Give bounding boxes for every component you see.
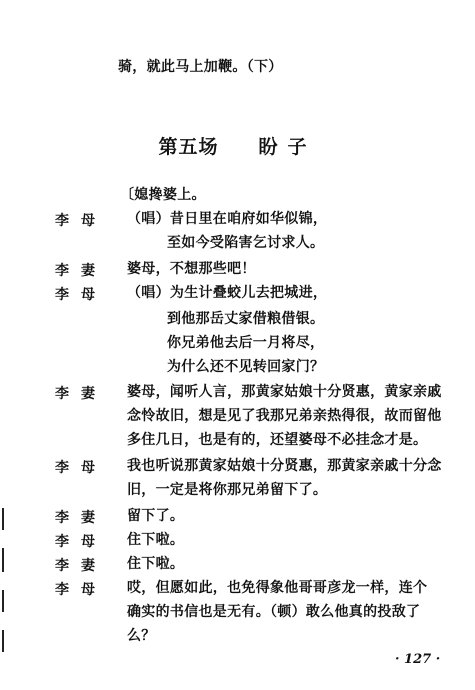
speaker-name: 李母: [55, 582, 107, 598]
dialogue-line: 我也听说那黄家姑娘十分贤惠，那黄家亲戚十分念: [127, 458, 442, 474]
dialogue-line: （唱）昔日里在咱府如华似锦，: [127, 211, 328, 227]
speaker-name: 李母: [55, 460, 107, 476]
scene-heading: [0, 132, 475, 159]
page-number: · 127 ·: [395, 652, 441, 667]
edge-mark: [2, 508, 4, 530]
dialogue-continuation: 多住几日，也是有的，还望婆母不必挂念才是。: [127, 432, 428, 448]
scene-title: 第五场: [158, 136, 219, 158]
speaker-name: 李妻: [55, 510, 107, 526]
dialogue-continuation: 至如今受陷害乞讨求人。: [167, 235, 325, 251]
speaker-name: 李母: [55, 213, 107, 229]
dialogue-line: 住下啦。: [127, 532, 185, 548]
dialogue-continuation: 确实的书信也是无有。（顿）敢么他真的投敌了: [127, 604, 421, 620]
dialogue-line: 住下啦。: [127, 556, 185, 572]
dialogue-continuation: 你兄弟他去后一月将尽，: [167, 335, 325, 351]
dialogue-line: （唱）为生计叠蛟儿去把城进，: [127, 285, 328, 301]
speaker-name: 李母: [55, 534, 107, 550]
dialogue-continuation: 念怜故旧，想是见了我那兄弟亲热得很，故而留他: [127, 408, 442, 424]
stage-direction: 〔媳搀婆上。: [120, 187, 206, 203]
dialogue-continuation: 为什么还不见转回家门？: [167, 359, 325, 375]
dialogue-continuation: 到他那岳丈家借粮借银。: [167, 311, 325, 327]
speaker-name: 李妻: [55, 263, 107, 279]
dialogue-line: 留下了。: [127, 508, 185, 524]
speaker-name: 李母: [55, 287, 107, 303]
dialogue-line: 婆母，闻听人言，那黄家姑娘十分贤惠，黄家亲戚: [127, 384, 442, 400]
dialogue-line: 婆母，不想那些吧！: [127, 261, 256, 277]
scene-subtitle: 盼子: [258, 136, 317, 158]
edge-mark: [2, 590, 4, 612]
dialogue-line: 哎，但愿如此，也免得象他哥哥彦龙一样，连个: [127, 580, 428, 596]
speaker-name: 李妻: [55, 386, 107, 402]
edge-mark: [2, 548, 4, 572]
dialogue-continuation: 旧，一定是将你那兄弟留下了。: [127, 482, 328, 498]
edge-mark: [2, 630, 4, 652]
top-line: 骑，就此马上加鞭。（下）: [118, 59, 283, 75]
speaker-name: 李妻: [55, 558, 107, 574]
dialogue-continuation: 么？: [127, 628, 156, 644]
